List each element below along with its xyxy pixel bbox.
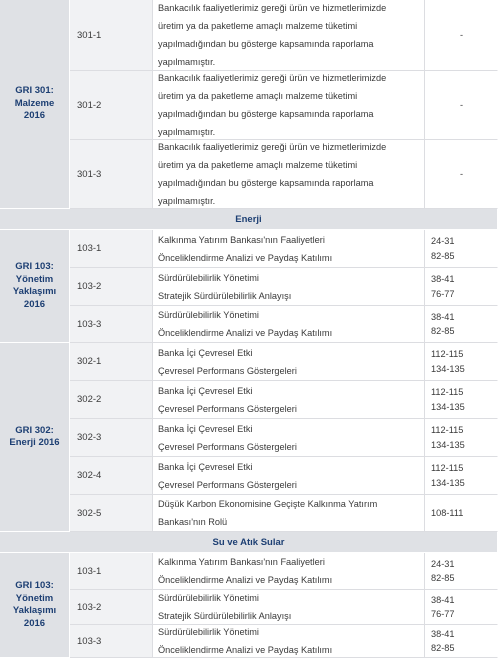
page-reference: -	[425, 140, 498, 209]
page-reference: 108-111	[425, 495, 498, 532]
disclosure-description: Banka İçi Çevresel Etki Çevresel Performans Göstergeleri	[153, 343, 425, 381]
disclosure-description: Sürdürülebilirlik Yönetimi Önceliklendirme Analizi ve Paydaş Katılımı	[153, 625, 425, 658]
disclosure-description: Banka İçi Çevresel Etki Çevresel Performans Göstergeleri	[153, 457, 425, 495]
disclosure-description: Sürdürülebilirlik Yönetimi Stratejik Sürdürülebilirlik Anlayışı	[153, 268, 425, 306]
standard-cell-gri103-water: GRI 103: Yönetim Yaklaşımı 2016	[0, 553, 70, 658]
disclosure-description: Banka İçi Çevresel Etki Çevresel Performans Göstergeleri	[153, 419, 425, 457]
standard-cell-gri302: GRI 302: Enerji 2016	[0, 343, 70, 532]
disclosure-number: 302-3	[70, 419, 153, 457]
disclosure-number: 103-2	[70, 268, 153, 306]
disclosure-description: Kalkınma Yatırım Bankası'nın Faaliyetleri Önceliklendirme Analizi ve Paydaş Katılımı	[153, 230, 425, 268]
page-reference: 112-115 134-135	[425, 381, 498, 419]
disclosure-description: Sürdürülebilirlik Yönetimi Önceliklendirme Analizi ve Paydaş Katılımı	[153, 306, 425, 343]
page-reference: 112-115 134-135	[425, 457, 498, 495]
disclosure-description: Sürdürülebilirlik Yönetimi Stratejik Sürdürülebilirlik Anlayışı	[153, 590, 425, 625]
disclosure-description: Bankacılık faaliyetlerimiz gereği ürün ve hizmetlerimizde üretim ya da paketleme amaçlı malzeme tüketimi yapılmadığından bu gösterge kapsamında raporlama yapılmamıştır.	[153, 0, 425, 71]
disclosure-description: Bankacılık faaliyetlerimiz gereği ürün ve hizmetlerimizde üretim ya da paketleme amaçlı malzeme tüketimi yapılmadığından bu gösterge kapsamında raporlama yapılmamıştır.	[153, 71, 425, 140]
standard-title: GRI 301:	[15, 85, 54, 97]
disclosure-description: Kalkınma Yatırım Bankası'nın Faaliyetleri Önceliklendirme Analizi ve Paydaş Katılımı	[153, 553, 425, 590]
disclosure-number: 302-4	[70, 457, 153, 495]
page-reference: 38-41 76-77	[425, 590, 498, 625]
disclosure-number: 301-1	[70, 0, 153, 71]
page-reference: -	[425, 0, 498, 71]
disclosure-number: 103-1	[70, 553, 153, 590]
page-reference: 112-115 134-135	[425, 343, 498, 381]
standard-year: 2016	[23, 110, 46, 122]
page-reference: 24-31 82-85	[425, 230, 498, 268]
section-header-energy: Enerji	[0, 209, 498, 230]
page-reference: 38-41 76-77	[425, 268, 498, 306]
disclosure-number: 103-3	[70, 625, 153, 658]
disclosure-number: 301-3	[70, 140, 153, 209]
page-reference: 24-31 82-85	[425, 553, 498, 590]
page-reference: 38-41 82-85	[425, 306, 498, 343]
disclosure-description: Düşük Karbon Ekonomisine Geçişte Kalkınma Yatırım Bankası'nın Rolü	[153, 495, 425, 532]
disclosure-description: Bankacılık faaliyetlerimiz gereği ürün ve hizmetlerimizde üretim ya da paketleme amaçlı malzeme tüketimi yapılmadığından bu gösterge kapsamında raporlama yapılmamıştır.	[153, 140, 425, 209]
standard-cell-gri301	[0, 0, 70, 209]
disclosure-number: 301-2	[70, 71, 153, 140]
page-reference: 112-115 134-135	[425, 419, 498, 457]
disclosure-number: 103-2	[70, 590, 153, 625]
disclosure-description: Banka İçi Çevresel Etki Çevresel Performans Göstergeleri	[153, 381, 425, 419]
page-reference: 38-41 82-85	[425, 625, 498, 658]
disclosure-number: 302-2	[70, 381, 153, 419]
page-reference: -	[425, 71, 498, 140]
disclosure-number: 302-1	[70, 343, 153, 381]
disclosure-number: 103-1	[70, 230, 153, 268]
disclosure-number: 103-3	[70, 306, 153, 343]
section-header-water: Su ve Atık Sular	[0, 532, 498, 553]
standard-cell-gri103-energy: GRI 103: Yönetim Yaklaşımı 2016	[0, 230, 70, 343]
disclosure-number: 302-5	[70, 495, 153, 532]
standard-subtitle: Malzeme	[14, 97, 55, 109]
